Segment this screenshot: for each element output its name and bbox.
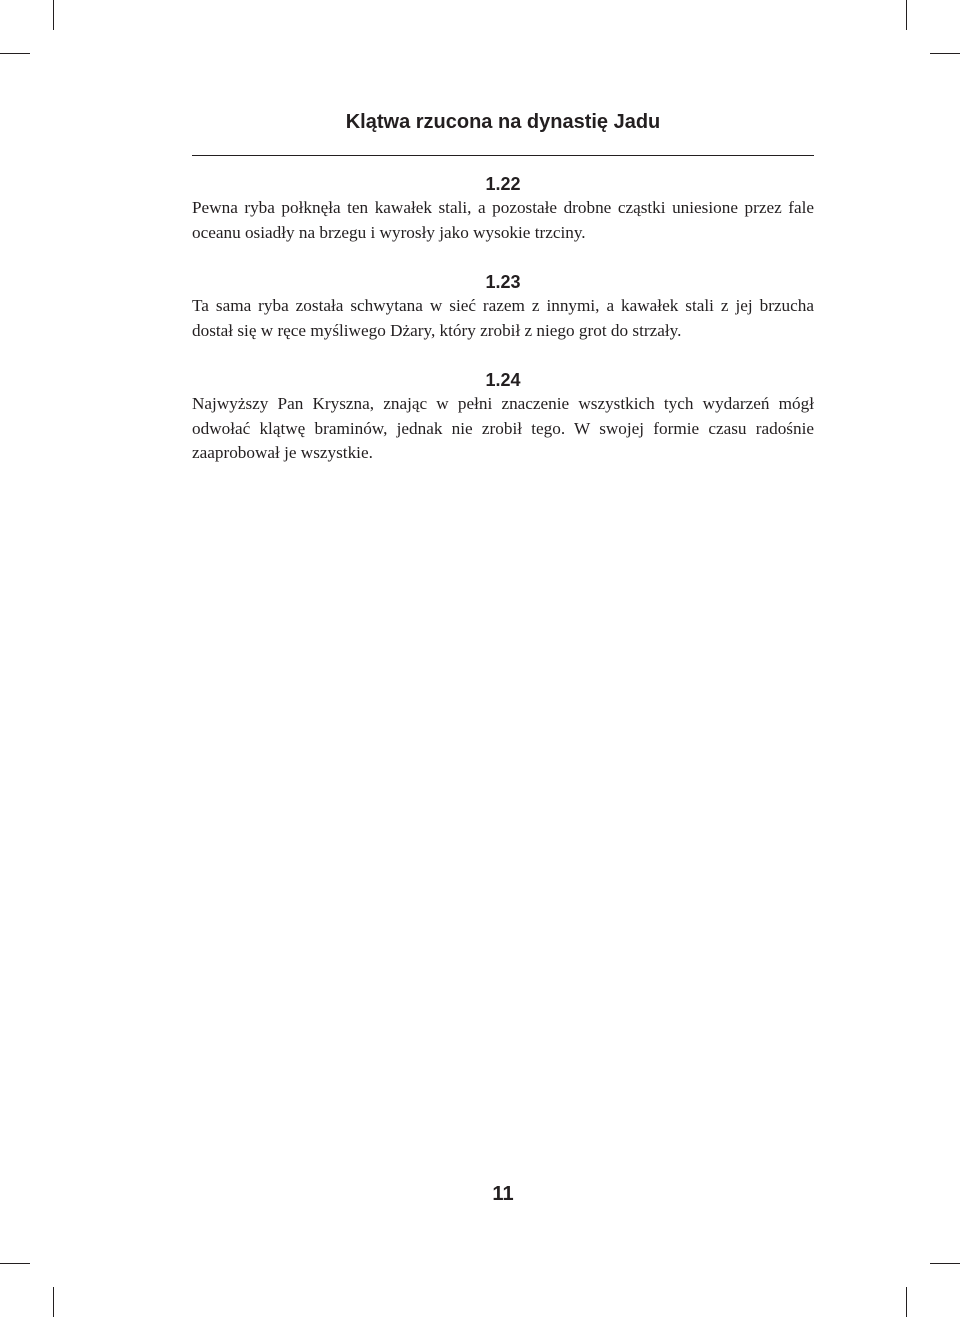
verse-text: Pewna ryba połknęła ten kawałek stali, a pozostałe drobne cząstki uniesione przez fale oceanu osiadły na brzegu i wyrosły jako wysokie trzciny. [192,198,814,242]
crop-mark-top-right-vertical [906,0,907,30]
verse-number: 1.24 [485,370,521,390]
page-number: 11 [492,1183,514,1205]
running-header-title: Klątwa rzucona na dynastię Jadu [345,111,661,133]
crop-mark-top-left-vertical [53,0,54,30]
crop-mark-bottom-right-vertical [906,1287,907,1317]
crop-mark-top-right-horizontal [930,53,960,54]
crop-mark-bottom-left-vertical [53,1287,54,1317]
header-rule [192,155,814,156]
verse-block [192,172,814,245]
verse-text: Ta sama ryba została schwytana w sieć razem z innymi, a kawałek stali z jej brzucha dostał się w ręce myśliwego Dżary, który zrobił z niego grot do strzały. [192,296,814,340]
verse-block [192,368,814,466]
verse-number: 1.22 [485,174,521,194]
verse-number: 1.23 [485,272,521,292]
crop-mark-top-left-horizontal [0,53,30,54]
verse-block [192,270,814,343]
crop-mark-bottom-right-horizontal [930,1263,960,1264]
verse-text: Najwyższy Pan Kryszna, znając w pełni znaczenie wszystkich tych wydarzeń mógł odwołać klątwę braminów, jednak nie zrobił tego. W swojej formie czasu radośnie zaaprobował je wszystkie. [192,394,814,462]
crop-mark-bottom-left-horizontal [0,1263,30,1264]
